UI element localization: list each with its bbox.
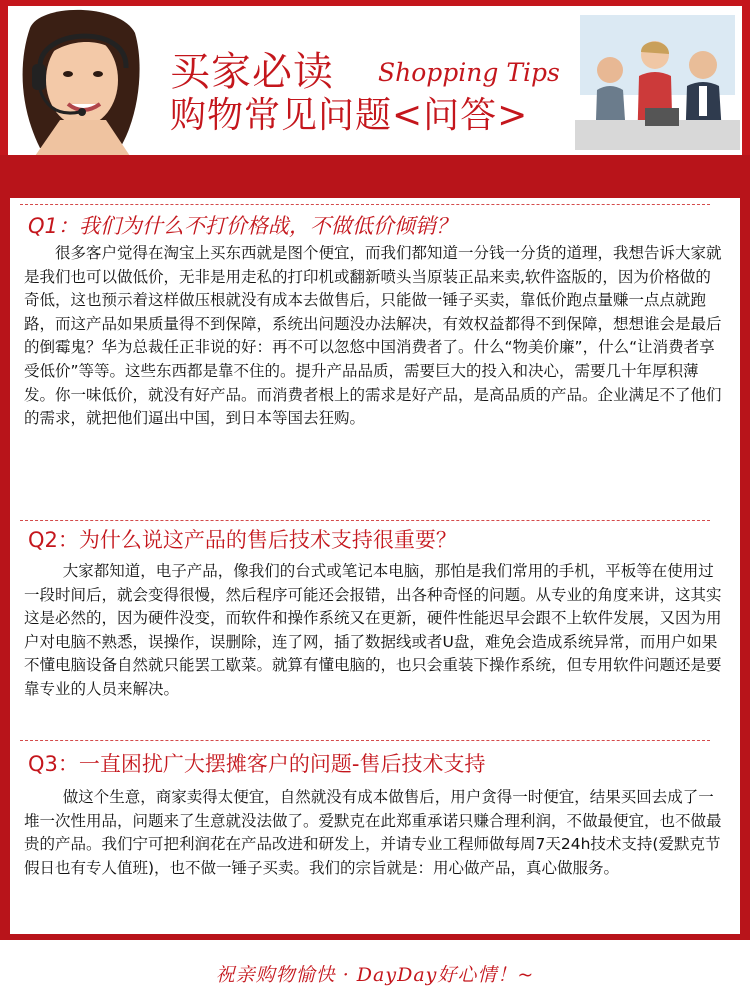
footer-greeting: 祝亲购物愉快 · DayDay好心情！~ — [215, 964, 535, 986]
footer — [0, 940, 750, 1000]
divider-dashed — [20, 520, 710, 521]
faq-section — [0, 190, 750, 940]
customer-service-avatar — [10, 8, 160, 156]
divider-dashed — [20, 740, 710, 741]
header-frame-right — [742, 0, 750, 165]
header-frame-top — [0, 0, 750, 6]
faq-panel — [10, 198, 740, 934]
faq-answer-1: 很多客户觉得在淘宝上买东西就是图个便宜，而我们都知道一分钱一分货的道理，我想告诉大家就是我们也可以做低价，无非是用走私的打印机或翻新喷头当原装正品来卖,软件盗版的，因为价格做的奇低，这也预示着这样做压根就没有成本去做售后，只能做一锤子买卖，靠低价跑点量赚一点点就跑路，而这产品如果质量得不到保障，系统出问题没办法解决，有效权益都得不到保障，想想谁会是最后的倒霉鬼？华为总裁任正非说的好：再不可以忽悠中国消费者了。什么“物美价廉”，什么“让消费者享受低价”等等。这些东西都是靠不住的。提升产品品质，需要巨大的投入和决心，需要几十年厚积薄发。你一味低价，就没有好产品。而消费者根上的需求是好产品，是高品质的产品。企业满足不了他们的需求，就把他们逼出中国，到日本等国去狂购。 — [24, 244, 722, 428]
header-frame-left — [0, 0, 8, 165]
page-title: 买家必读 — [170, 49, 334, 95]
faq-question-3: Q3：一直困扰广大摆摊客户的问题-售后技术支持 — [28, 752, 486, 776]
faq-answer-2: 大家都知道，电子产品，像我们的台式或笔记本电脑，那怕是我们常用的手机，平板等在使用过一段时间后，就会变得很慢，然后程序可能还会报错，出各种奇怪的问题。从专业的角度来讲，这其实这是必然的，因为硬件没变，而软件和操作系统又在更新，硬件性能迟早会跟不上软件发展，又因为用户对电脑不熟悉，误操作，误删除，连了网，插了数据线或者U盘，难免会造成系统异常，而用户如果不懂电脑设备自然就只能罢工歇菜。就算有懂电脑的，也只会重装下操作系统，但专用软件问题还是要靠专业的人员来解决。 — [24, 562, 722, 698]
page-subtitle: 购物常见问题<问答> — [170, 95, 529, 136]
divider-dashed — [20, 204, 710, 205]
faq-question-1: Q1：我们为什么不打价格战，不做低价倾销？ — [28, 214, 457, 238]
business-team-photo — [575, 10, 740, 150]
header-banner — [0, 0, 750, 165]
faq-question-2: Q2：为什么说这产品的售后技术支持很重要？ — [28, 528, 457, 552]
page-title-english: Shopping Tips — [378, 58, 560, 87]
faq-answer-3: 做这个生意，商家卖得太便宜，自然就没有成本做售后，用户贪得一时便宜，结果买回去成了一堆一次性用品，问题来了生意就没法做了。爱默克在此郑重承诺只赚合理利润，不做最便宜，也不做最贵的产品。我们宁可把利润花在产品改进和研发上，并请专业工程师做每周7天24h技术支持(爱默克节假日也有专人值班)，也不做一锤子买卖。我们的宗旨就是：用心做产品，真心做服务。 — [24, 788, 722, 877]
